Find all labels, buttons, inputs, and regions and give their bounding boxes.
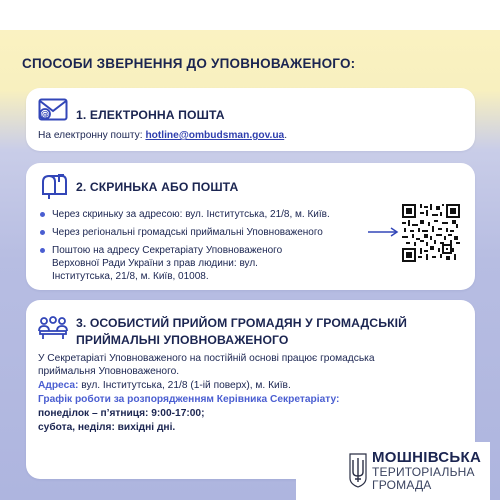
reception-intro-line2: приймальня Уповноваженого. [38,366,180,377]
mailbox-bullet-list [38,208,378,288]
page-title: СПОСОБИ ЗВЕРНЕННЯ ДО УПОВНОВАЖЕНОГО: [22,56,356,71]
mailbox-card-title: 2. СКРИНЬКА АБО ПОШТА [76,180,239,194]
bullet-postal-address: Поштою на адресу Секретаріату Уповноваженого Верховної Ради України з прав людини: вул. Інститутська, 21/8, м. Київ, 01008. [38,244,300,283]
arrow-right-icon [367,227,399,237]
envelope-at-icon [38,98,68,122]
reception-card-title-line1: 3. ОСОБИСТИЙ ПРИЙОМ ГРОМАДЯН У ГРОМАДСЬКІЙ [76,316,407,330]
brand-line3: ГРОМАДА [372,478,432,492]
mailbox-icon [38,172,68,200]
people-meeting-icon [38,316,68,340]
email-card-title: 1. ЕЛЕКТРОННА ПОШТА [76,108,225,122]
mailbox-card [26,163,475,290]
address-label: Адреса: [38,380,79,391]
schedule-label: Графік роботи за розпорядженням Керівника Секретаріату: [38,394,340,405]
email-link[interactable]: hotline@ombudsman.gov.ua [145,130,285,141]
schedule-weekend: субота, неділя: вихідні дні. [38,422,176,433]
reception-card-title-line2: ПРИЙМАЛЬНІ УПОВНОВАЖЕНОГО [76,333,289,347]
address-value: вул. Інститутська, 21/8 (1-ій поверх), м. Київ. [78,380,291,391]
brand-line2: ТЕРИТОРІАЛЬНА [372,465,475,479]
bullet-regional-offices: Через регіональні громадські приймальні Уповноваженого [38,226,378,239]
trident-crest-icon [348,452,368,488]
top-band [0,0,500,30]
email-suffix: . [284,130,288,141]
reception-intro-line1: У Секретаріаті Уповноваженого на постійній основі працює громадська [38,353,375,364]
reception-address [38,379,468,392]
email-text [38,129,468,142]
email-prefix: На електронну пошту: [38,130,146,141]
bullet-box-address: Через скриньку за адресою: вул. Інститутська, 21/8, м. Київ. [38,208,378,221]
schedule-weekdays: понеділок – п’ятниця: 9:00-17:00; [38,408,205,419]
svg-text:@: @ [41,110,49,119]
email-card [26,88,475,151]
brand-line1: МОШНІВСЬКА [372,449,482,466]
qr-code-icon[interactable] [402,204,460,262]
